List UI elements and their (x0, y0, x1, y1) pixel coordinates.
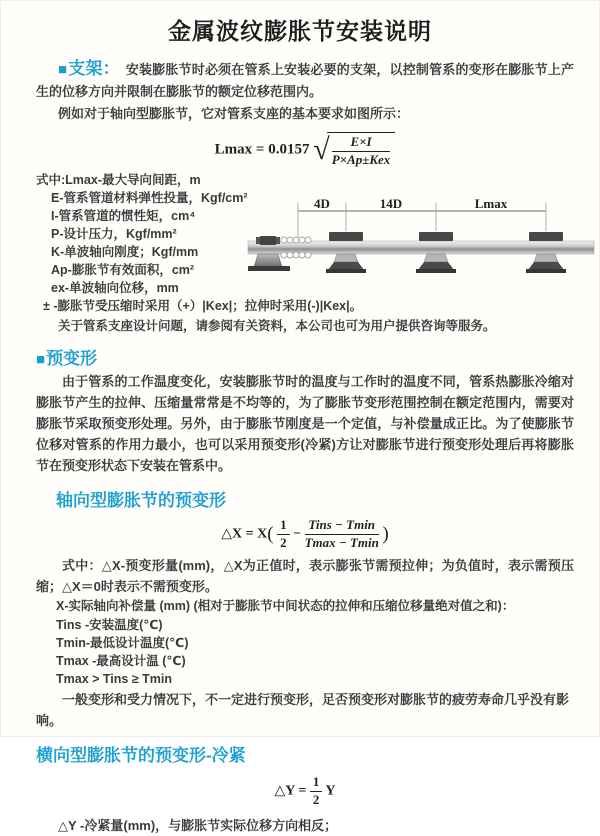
support-heading-label: 支架： (68, 59, 120, 78)
left-paren: ( (267, 523, 274, 545)
lateral-subheading: 横向型膨胀节的预变形-冷紧 (36, 745, 246, 765)
radical-sign-icon: √ (313, 133, 330, 167)
definitions-block (36, 171, 574, 336)
support-closing-line: 关于管系支座设计问题，请参阅有关资料，本公司也可为用户提供咨询等服务。 (58, 318, 496, 333)
support-example-line: 例如对于轴向型膨胀节，它对管系支座的基本要求如图所示： (58, 106, 410, 121)
predeform-section-heading (36, 344, 574, 369)
lmax-formula-lhs: Lmax = 0.0157 (214, 141, 310, 158)
x-definition-line: X-实际轴向补偿量 (mm) (相对于膨胀节中间状态的拉伸和压缩位移量绝对值之和)： (56, 598, 515, 613)
predeform-paragraph: 由于管系的工作温度变化，安装膨胀节时的温度与工作时的温度不同，管系热膨胀冷缩对膨胀节产生的拉伸、压缩量常常是不均等的，为了膨胀节变形范围控制在额定范围内，需要对膨胀节采取预变形处理。另外，由于膨胀节刚度是一个定值，与补偿量成正比。为了使膨胀节位移对管系的作用力最小，也可以采用预变形(冷紧)方让对膨胀节进行预变形处理后再将膨胀节在预变形状态下安装在管系中。 (36, 373, 574, 473)
definition-line: ex-单波轴向位移，mm (51, 280, 179, 295)
document-content (1, 58, 599, 836)
support-intro-paragraph (36, 58, 574, 103)
section-marker-icon: ■ (36, 350, 46, 368)
definition-line: K-单波轴向刚度；Kgf/mm (51, 244, 199, 259)
one-half-fraction (310, 775, 323, 808)
dimension-label-lmax: Lmax (474, 195, 508, 211)
pipe (248, 241, 594, 254)
lmax-fraction (332, 135, 391, 168)
lmax-formula (36, 132, 574, 168)
minus-sign: − (293, 526, 302, 542)
tmin-definition-line: Tmin-最低设计温度(℃) (56, 635, 189, 650)
temperature-denominator: Tmax − Tmin (304, 534, 379, 550)
axial-formula-lhs: △X = X (221, 526, 268, 542)
support-section-heading (58, 59, 120, 78)
page-title: 金属波纹膨胀节安装说明 (168, 18, 432, 44)
right-paren: ) (382, 523, 389, 545)
definition-line: Ap-膨胀节有效面积，cm² (51, 262, 195, 277)
axial-subheading: 轴向型膨胀节的预变形 (56, 490, 226, 510)
definition-line: I-管系管道的惯性矩，cm⁴ (51, 208, 196, 223)
definition-line: E-管系管道材料弹性投量，Kgf/cm² (51, 190, 248, 205)
lateral-predeform-formula (36, 775, 574, 808)
tmax-definition-line: Tmax -最高设计温 (℃) (56, 653, 186, 668)
predeform-heading-label: 预变形 (46, 348, 98, 368)
axial-explain-paragraph: 式中：△X-预变形量(mm)，△X为正值时，表示膨张节需预拉伸；为负值时，表示需预压缩；△X＝0时表示不需预变形。 (36, 557, 574, 594)
support-intro-text: 安装膨胀节时必须在管系上安装必要的支架，以控制管系的变形在膨胀节上产生的位移方向并限制在膨胀节的额定位移范围内。 (36, 62, 574, 99)
lateral-formula-lhs: △Y = (274, 783, 307, 799)
dimension-label-14d: 14D (379, 195, 403, 211)
axial-predeform-formula (36, 518, 574, 551)
radicand (327, 132, 396, 168)
definition-line: P-设计压力，Kgf/mm² (51, 226, 177, 241)
axial-note-line: 一般变形和受力情况下，不一定进行预变形，足否预变形对膨胀节的疲劳寿命几乎没有影响。 (36, 691, 570, 728)
lmax-fraction-denominator: P×Ap±Kex (331, 151, 391, 167)
dimension-label-4d: 4D (314, 195, 330, 211)
lateral-note-line: △Y -冷紧量(mm)，与膨胀节实际位移方向相反； (58, 817, 338, 833)
pipe-support-diagram (246, 195, 596, 291)
temperature-fraction (305, 518, 379, 551)
one-half-fraction (277, 518, 290, 551)
tins-definition-line: Tins -安装温度(℃) (56, 617, 163, 632)
lateral-formula-rhs: Y (325, 783, 336, 799)
lmax-fraction-numerator: E×I (332, 135, 391, 152)
half-numerator: 1 (310, 775, 323, 792)
section-marker-icon: ■ (58, 61, 68, 78)
half-denominator: 2 (312, 791, 320, 807)
square-root (313, 132, 395, 168)
plusminus-definition-line: ± -膨胀节受压缩时采用（+）|Kex|；拉伸时采用(-)|Kex|。 (43, 298, 363, 313)
temperature-inequality-line: Tmax > Tins ≥ Tmin (56, 671, 173, 686)
half-numerator: 1 (277, 518, 290, 535)
definition-line: 式中:Lmax-最大导向间距，m (36, 172, 201, 187)
half-denominator: 2 (280, 534, 287, 550)
temperature-numerator: Tins − Tmin (305, 518, 379, 535)
